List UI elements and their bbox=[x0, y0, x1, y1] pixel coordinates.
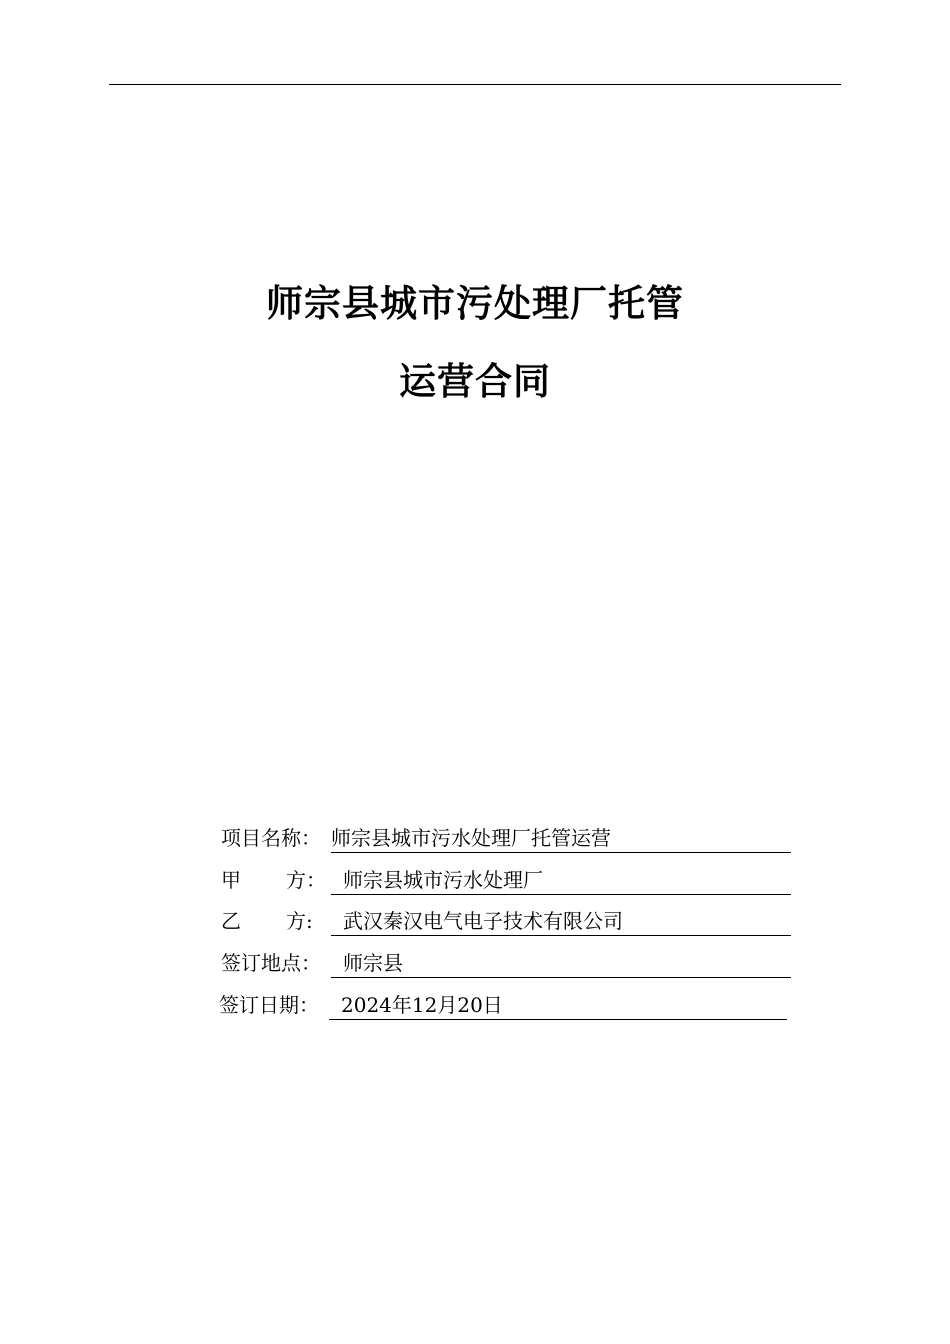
sign-date-row bbox=[219, 990, 789, 1020]
party-a-value: 师宗县城市污水处理厂 bbox=[331, 865, 791, 895]
project-name-row bbox=[221, 823, 791, 853]
sign-place-value: 师宗县 bbox=[331, 948, 791, 978]
project-name-label: 项目名称： bbox=[221, 826, 321, 850]
sign-date-label: 签订日期： bbox=[219, 993, 319, 1017]
party-a-label-char: 甲 bbox=[221, 868, 241, 892]
party-a-label-suffix: 方： bbox=[286, 868, 326, 892]
party-b-label-char: 乙 bbox=[221, 909, 241, 933]
project-name-value: 师宗县城市污水处理厂托管运营 bbox=[331, 823, 791, 853]
sign-place-label: 签订地点： bbox=[221, 951, 321, 975]
party-a-label bbox=[221, 865, 326, 895]
document-title-line-2: 运营合同 bbox=[399, 360, 551, 403]
party-b-row bbox=[221, 906, 791, 936]
sign-place-row bbox=[221, 948, 791, 978]
document-title-line-1: 师宗县城市污处理厂托管 bbox=[266, 282, 684, 325]
party-a-row bbox=[221, 865, 791, 895]
party-b-label-suffix: 方: bbox=[286, 909, 313, 933]
sign-date-value: 2024年12月20日 bbox=[329, 990, 787, 1020]
party-b-label bbox=[221, 906, 313, 936]
party-b-value: 武汉秦汉电气电子技术有限公司 bbox=[331, 906, 791, 936]
